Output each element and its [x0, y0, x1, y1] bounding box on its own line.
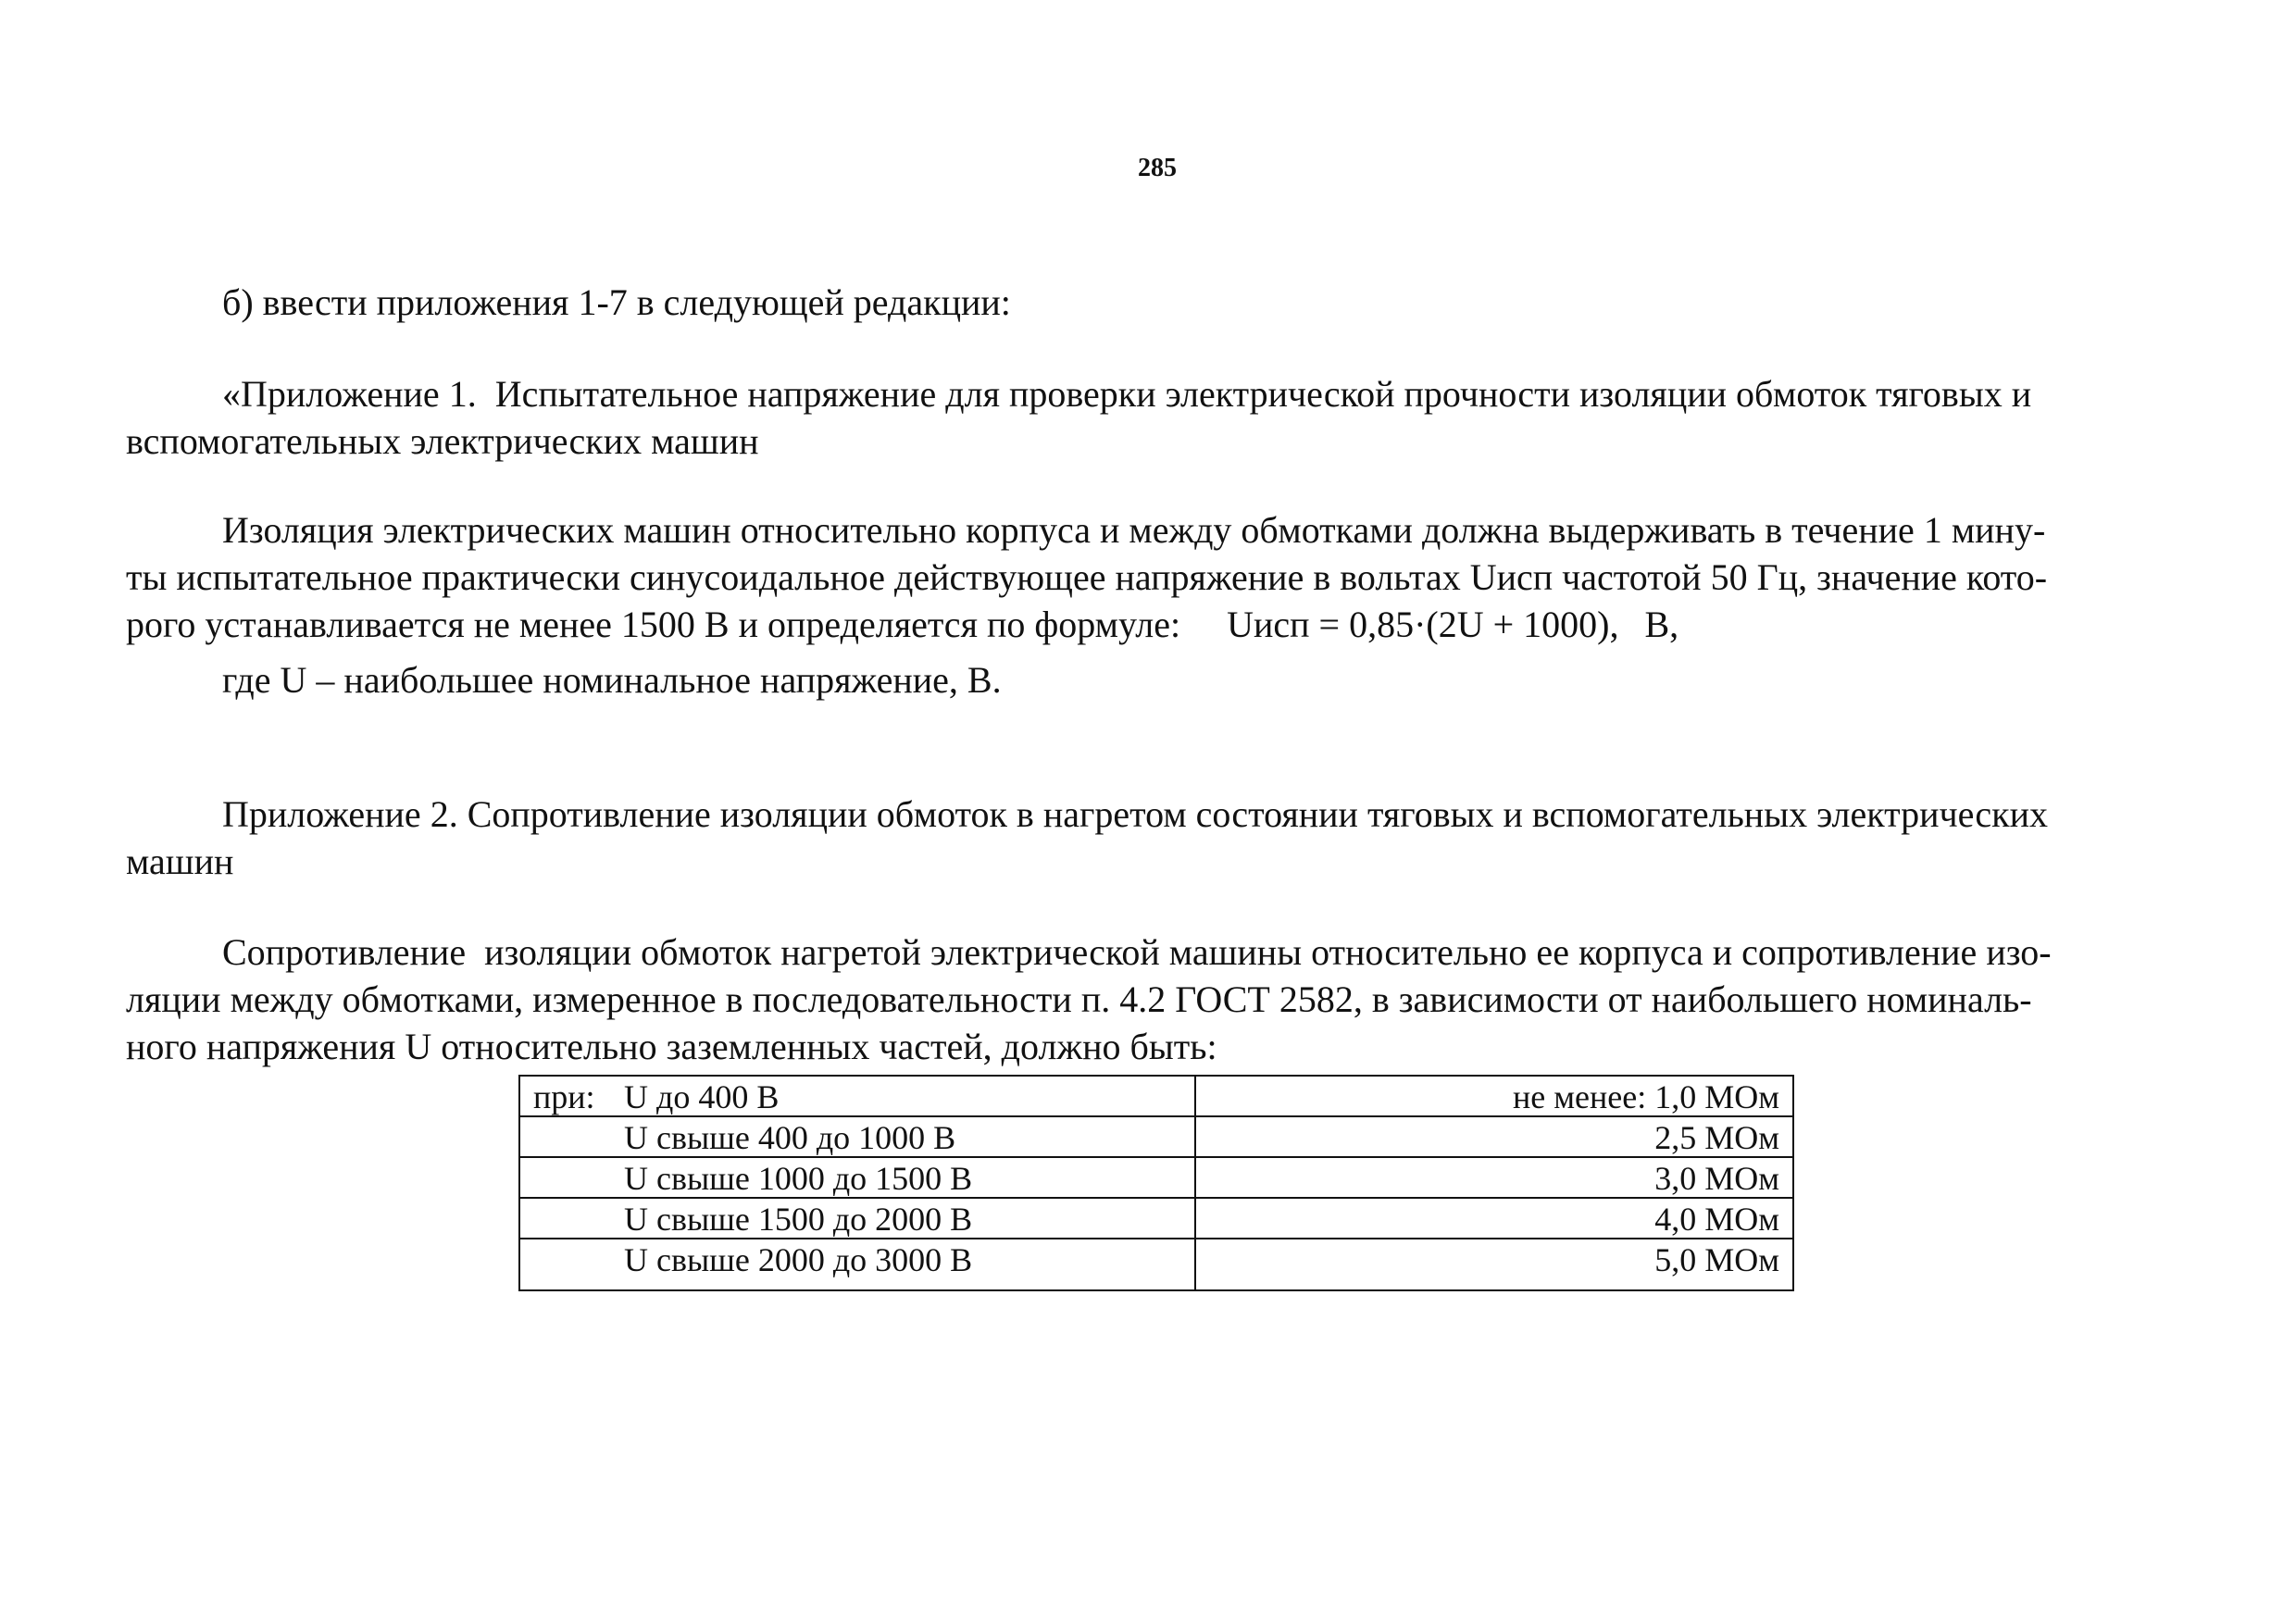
condition-text: U свыше 1000 до 1500 В: [624, 1160, 973, 1197]
condition-cell: [519, 1076, 1195, 1116]
resistance-value-cell: 3,0 МОм: [1195, 1157, 1793, 1198]
appendix-2-title-line: Приложение 2. Сопротивление изоляции обмоток в нагретом состоянии тяговых и вспомогательных электрических: [222, 793, 2048, 835]
appendix-1-title: [126, 370, 2172, 465]
condition-text: U свыше 2000 до 3000 В: [624, 1241, 973, 1278]
condition-text: U до 400 В: [624, 1078, 780, 1115]
page-number: 285: [1138, 154, 1177, 182]
condition-cell: [519, 1198, 1195, 1239]
appendix-2-body-line: Сопротивление изоляции обмоток нагретой электрической машины относительно ее корпуса и сопротивление изо-: [222, 931, 2052, 973]
appendix-1-body: [126, 506, 2172, 648]
condition-cell: [519, 1116, 1195, 1157]
table-row: [519, 1239, 1793, 1290]
voltage-formula-unit: В,: [1644, 604, 1679, 645]
table-row: [519, 1157, 1793, 1198]
insulation-resistance-table: [518, 1075, 1794, 1291]
condition-text: U свыше 1500 до 2000 В: [624, 1201, 973, 1238]
intro-item: б) ввести приложения 1-7 в следующей редакции:: [222, 281, 1011, 323]
appendix-2-body-line: ного напряжения U относительно заземленных частей, должно быть:: [126, 1026, 1217, 1067]
appendix-2-title: [126, 791, 2172, 885]
appendix-1-body-line-with-formula: [126, 601, 2172, 648]
condition-cell: [519, 1157, 1195, 1198]
appendix-2-body: [126, 928, 2172, 1070]
condition-cell: [519, 1239, 1195, 1290]
appendix-1-body-line: рого устанавливается не менее 1500 В и определяется по формуле:: [126, 604, 1181, 645]
resistance-value-cell: 4,0 МОм: [1195, 1198, 1793, 1239]
appendix-2-body-line: ляции между обмотками, измеренное в последовательности п. 4.2 ГОСТ 2582, в зависимости от наибольшего номиналь-: [126, 978, 2032, 1020]
condition-text: U свыше 400 до 1000 В: [624, 1119, 956, 1156]
resistance-value-cell: не менее: 1,0 МОм: [1195, 1076, 1793, 1116]
appendix-1-title-line: «Приложение 1. Испытательное напряжение для проверки электрической прочности изоляции обмоток тяговых и: [222, 373, 2032, 415]
appendix-2-title-line: машин: [126, 841, 234, 882]
voltage-formula: Uисп = 0,85·(2U + 1000),: [1227, 604, 1619, 645]
condition-prefix: при:: [533, 1078, 595, 1115]
table-row: [519, 1198, 1793, 1239]
appendix-1-body-line: Изоляция электрических машин относительно корпуса и между обмотками должна выдерживать в течение 1 мину-: [222, 509, 2046, 551]
resistance-value-cell: 2,5 МОм: [1195, 1116, 1793, 1157]
table-row: [519, 1116, 1793, 1157]
appendix-1-body-line: ты испытательное практически синусоидальное действующее напряжение в вольтах Uисп частотой 50 Гц, значение кото-: [126, 556, 2048, 598]
appendix-1-title-line: вспомогательных электрических машин: [126, 420, 759, 462]
table-row: [519, 1076, 1793, 1116]
resistance-value-cell: 5,0 МОм: [1195, 1239, 1793, 1290]
where-note: где U – наибольшее номинальное напряжение, В.: [222, 659, 1002, 701]
